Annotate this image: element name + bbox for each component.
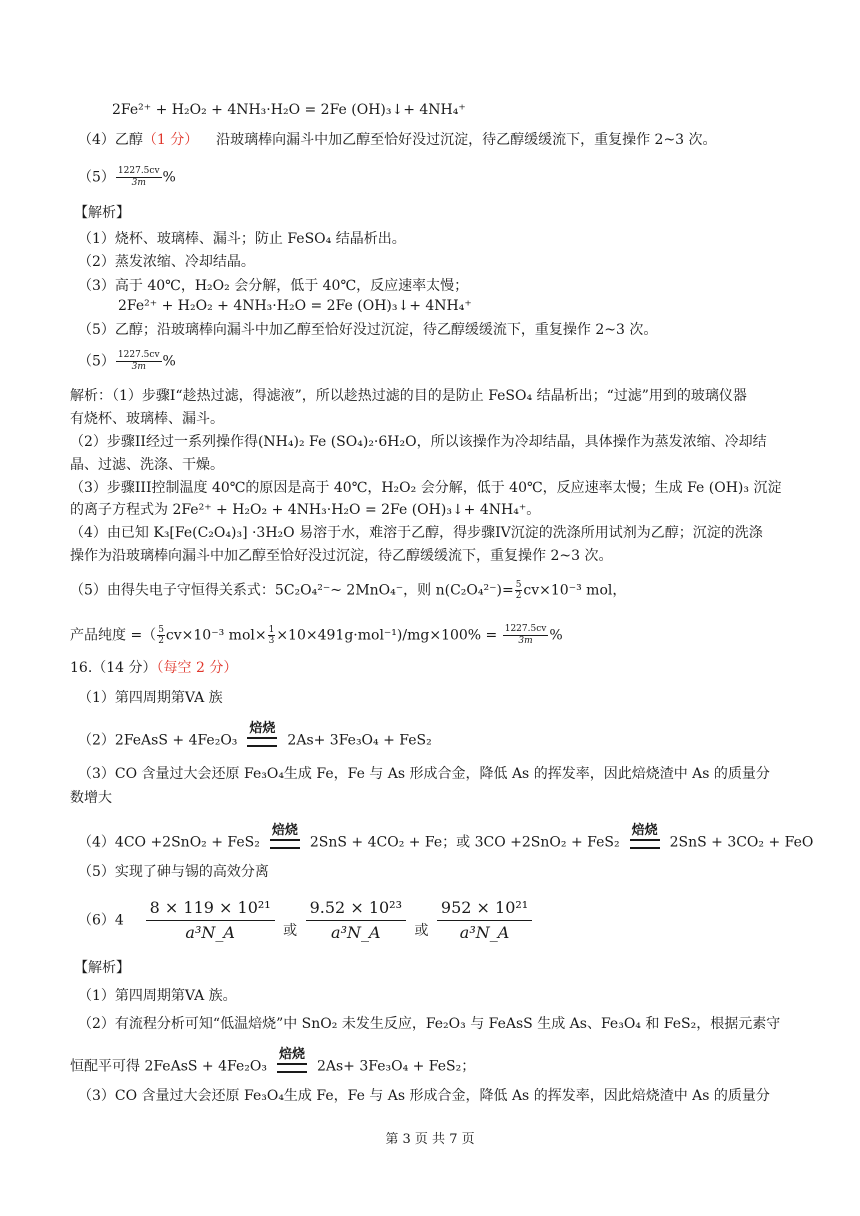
- analysis-heading: 【解析】: [74, 960, 130, 976]
- reaction-line: （4）4CO +2SnO₂ + FeS₂ 焙烧 2SnS + 4CO₂ + Fe；或 3CO +2SnO₂ + FeS₂ 焙烧 2SnS + 3CO₂ + FeO: [78, 823, 814, 851]
- five-halves-fraction: $\frac{5}{2}$: [158, 625, 164, 646]
- roasting-condition: 焙烧: [630, 824, 660, 849]
- text-line: （3）CO 含量过大会还原 Fe₃O₄生成 Fe，Fe 与 As 形成合金，降低 As 的挥发率，因此焙烧渣中 As 的质量分: [78, 766, 770, 782]
- one-third-fraction: $\frac{1}{3}$: [268, 625, 275, 646]
- density-fraction: $\frac{\text{9.52 × 10²³}}{\text{a³N\_A}}$: [306, 896, 406, 945]
- roasting-condition: 焙烧: [277, 1048, 307, 1073]
- text-line: （2）步骤II经过一系列操作得(NH₄)₂ Fe (SO₄)₂·6H₂O，所以该操作为冷却结晶，具体操作为蒸发浓缩、冷却结: [70, 434, 767, 450]
- reaction-line: （2）2FeAsS + 4Fe₂O₃ 焙烧 2As+ 3Fe₃O₄ + FeS₂: [78, 721, 432, 749]
- purity-fraction: $\frac{1227.5cv}{3m}$: [117, 166, 160, 188]
- answer-5: （5） $\frac{1227.5cv}{3m}$ %: [78, 166, 176, 188]
- text-line: （1）第四周期第VA 族。: [78, 988, 237, 1004]
- text-line: （2）蒸发浓缩、冷却结晶。: [78, 254, 255, 270]
- analysis-heading: 【解析】: [74, 205, 130, 221]
- answer-5-repeat: （5） $\frac{1227.5cv}{3m}$ %: [78, 350, 176, 372]
- text-line: （3）CO 含量过大会还原 Fe₃O₄生成 Fe，Fe 与 As 形成合金，降低 As 的挥发率，因此焙烧渣中 As 的质量分: [78, 1088, 770, 1104]
- page-footer: 第 3 页 共 7 页: [385, 1132, 475, 1147]
- equation-line: 2Fe²⁺ + H₂O₂ + 4NH₃·H₂O = 2Fe (OH)₃↓+ 4NH₄⁺: [118, 298, 472, 314]
- text-line: （4）由已知 K₃[Fe(C₂O₄)₃] ·3H₂O 易溶于水，难溶于乙醇，得步骤IV沉淀的洗涤所用试剂为乙醇；沉淀的洗涤: [70, 525, 763, 541]
- answer-4: （4）乙醇（1 分） 沿玻璃棒向漏斗中加乙醇至恰好没过沉淀，待乙醇缓缓流下，重复操作 2~3 次。: [78, 132, 717, 148]
- roasting-condition: 焙烧: [247, 722, 277, 747]
- purity-line: 产品纯度 =（ $\frac{5}{2}$ cv×10⁻³ mol× $\frac{1}{3}$ ×10×491g·mol⁻¹)/mg×100% = $\frac{1227.5cv}{3m}$ %: [70, 624, 563, 646]
- text-line: （1）烧杯、玻璃棒、漏斗；防止 FeSO₄ 结晶析出。: [78, 231, 406, 247]
- score-note: （1 分）: [142, 132, 199, 148]
- text-line: 的离子方程式为 2Fe²⁺ + H₂O₂ + 4NH₃·H₂O = 2Fe (OH)₃↓+ 4NH₄⁺。: [70, 502, 541, 518]
- text-line: （1）第四周期第VA 族: [78, 690, 223, 706]
- reaction-line: 恒配平可得 2FeAsS + 4Fe₂O₃ 焙烧 2As+ 3Fe₃O₄ + FeS₂；: [70, 1047, 476, 1075]
- purity-fraction: $\frac{1227.5cv}{3m}$: [504, 624, 547, 646]
- text-line: （5）乙醇；沿玻璃棒向漏斗中加乙醇至恰好没过沉淀，待乙醇缓缓流下，重复操作 2~3 次。: [78, 322, 658, 338]
- text-line: 晶、过滤、洗涤、干燥。: [70, 457, 224, 473]
- text-line: （5）实现了砷与锡的高效分离: [78, 864, 269, 880]
- density-fraction: $\frac{\text{8 × 119 × 10²¹}}{\text{a³N\_A}}$: [146, 896, 275, 945]
- text-line: （3）高于 40℃，H₂O₂ 会分解，低于 40℃，反应速率太慢；: [78, 278, 469, 294]
- score-note: （每空 2 分）: [156, 660, 238, 676]
- five-halves-fraction: $\frac{5}{2}$: [515, 580, 522, 601]
- text-line: 操作为沿玻璃棒向漏斗中加乙醇至恰好没过沉淀，待乙醇缓缓流下，重复操作 2~3 次。: [70, 548, 613, 564]
- density-answer: （6）4 $\frac{\text{8 × 119 × 10²¹}}{\text{a³N\_A}}$ 或 $\frac{\text{9.52 × 10²³}}{\text{a³N\_A}}$ 或 $\frac{\text{952 × 10²¹}}{\text{a³N\_A}}$: [78, 896, 536, 945]
- question-16-heading: 16.（14 分）（每空 2 分）: [70, 660, 238, 676]
- relation-line: （5）由得失电子守恒得关系式：5C₂O₄²⁻~ 2MnO₄⁻，则 n(C₂O₄²⁻)= $\frac{5}{2}$ cv×10⁻³ mol，: [70, 580, 627, 601]
- text-line: （3）步骤III控制温度 40℃的原因是高于 40℃，H₂O₂ 会分解，低于 40℃，反应速率太慢；生成 Fe (OH)₃ 沉淀: [70, 480, 782, 496]
- density-fraction: $\frac{\text{952 × 10²¹}}{\text{a³N\_A}}$: [437, 896, 532, 945]
- text-line: 解析：（1）步骤I“趁热过滤，得滤液”，所以趁热过滤的目的是防止 FeSO₄ 结晶析出；“过滤”用到的玻璃仪器: [70, 388, 747, 404]
- roasting-condition: 焙烧: [270, 824, 300, 849]
- purity-fraction: $\frac{1227.5cv}{3m}$: [117, 350, 160, 372]
- equation-line: 2Fe²⁺ + H₂O₂ + 4NH₃·H₂O = 2Fe (OH)₃↓+ 4NH₄⁺: [112, 102, 466, 118]
- text-line: 数增大: [70, 790, 112, 806]
- text-line: 有烧杯、玻璃棒、漏斗。: [70, 411, 224, 427]
- text-line: （2）有流程分析可知“低温焙烧”中 SnO₂ 未发生反应，Fe₂O₃ 与 FeAsS 生成 As、Fe₃O₄ 和 FeS₂，根据元素守: [78, 1016, 781, 1032]
